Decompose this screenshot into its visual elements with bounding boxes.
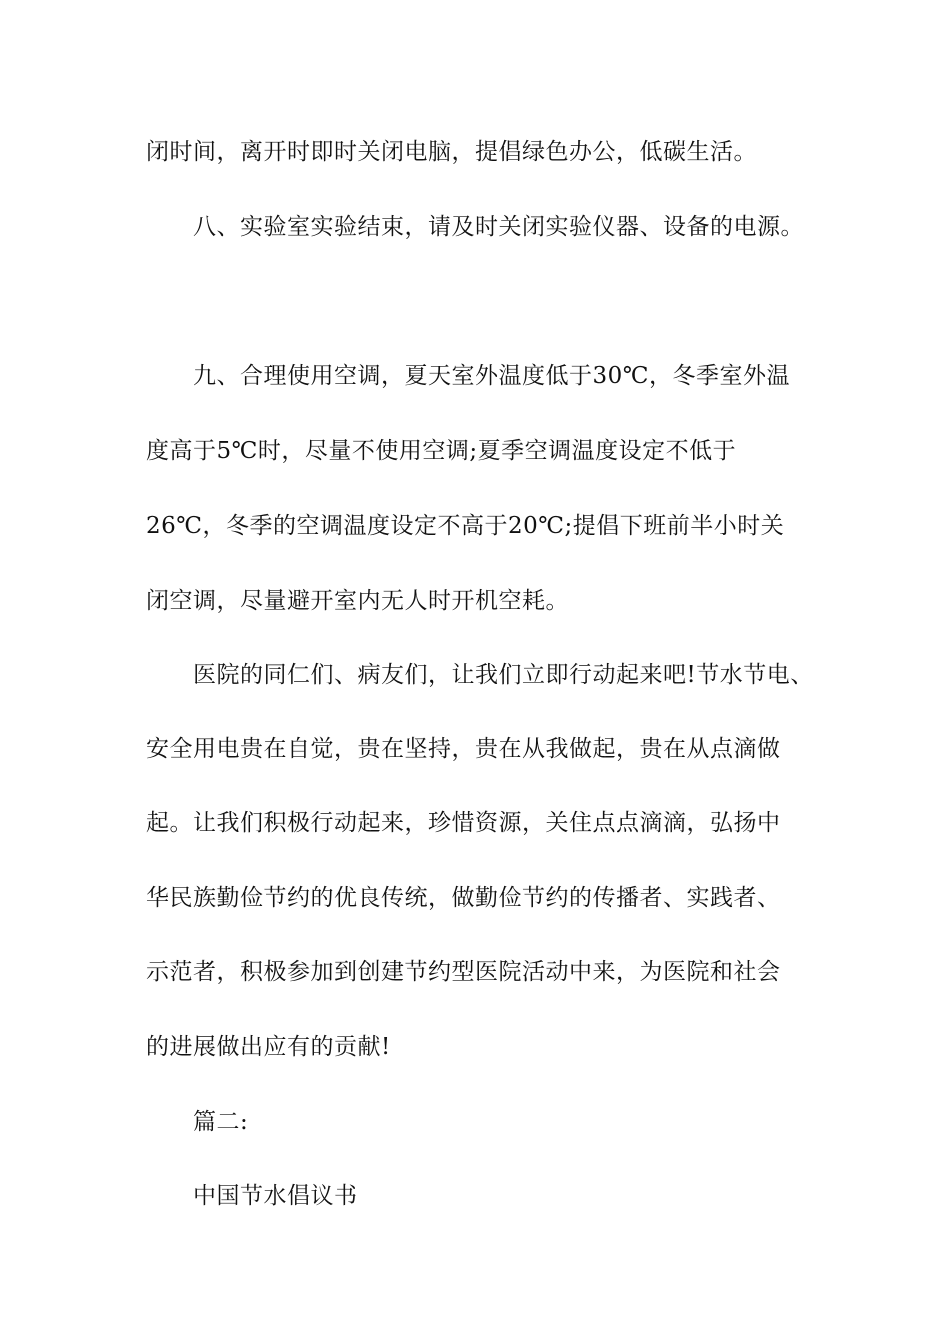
document-title: 中国节水倡议书 (193, 1183, 358, 1209)
text-line: 九、合理使用空调，夏天室外温度低于30℃，冬季室外温 (193, 363, 790, 389)
section-heading: 篇二: (193, 1109, 249, 1135)
text-line: 度高于5℃时，尽量不使用空调;夏季空调温度设定不低于 (146, 438, 737, 464)
text-line: 医院的同仁们、病友们，让我们立即行动起来吧!节水节电、 (193, 662, 814, 688)
text-line: 华民族勤俭节约的优良传统，做勤俭节约的传播者、实践者、 (146, 885, 781, 911)
text-line: 八、实验室实验结束，请及时关闭实验仪器、设备的电源。 (193, 214, 804, 240)
text-line: 起。让我们积极行动起来，珍惜资源，关住点点滴滴，弘扬中 (146, 810, 781, 836)
text-line: 26℃，冬季的空调温度设定不高于20℃;提倡下班前半小时关 (146, 513, 785, 539)
text-line: 闭时间，离开时即时关闭电脑，提倡绿色办公，低碳生活。 (146, 139, 757, 165)
text-line: 闭空调，尽量避开室内无人时开机空耗。 (146, 588, 569, 614)
text-line: 安全用电贵在自觉，贵在坚持，贵在从我做起，贵在从点滴做 (146, 736, 781, 762)
text-line: 的进展做出应有的贡献! (146, 1034, 391, 1060)
text-line: 示范者，积极参加到创建节约型医院活动中来，为医院和社会 (146, 959, 781, 985)
